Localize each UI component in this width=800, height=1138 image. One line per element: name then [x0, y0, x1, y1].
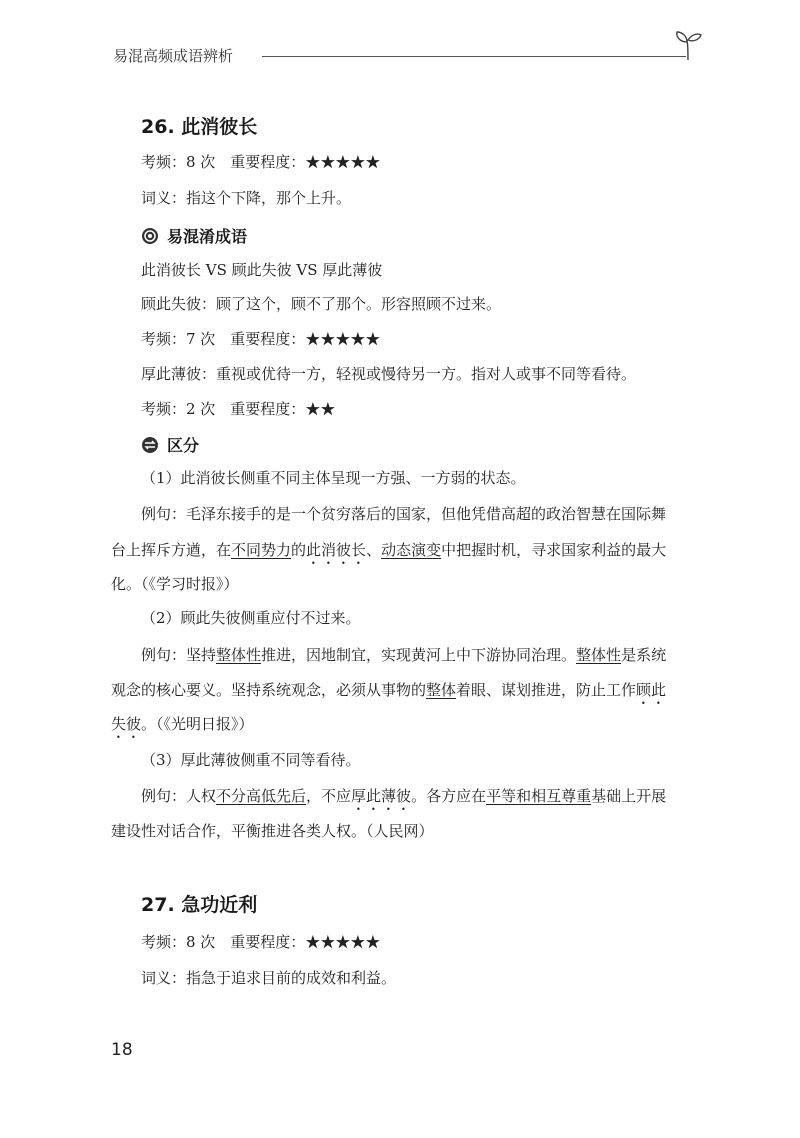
example-2-line-2 [111, 680, 679, 708]
target-icon [141, 227, 159, 245]
distinction-point-2: （2）顾此失彼侧重应付不过来。 [141, 609, 361, 627]
underlined-phrase: 不分高低先后 [216, 787, 307, 805]
example-text: 是系统 [621, 646, 667, 664]
idiom-usage: 厚此薄彼 [351, 787, 412, 805]
example-3-line-1 [141, 786, 709, 814]
example-text: 观念的核心要义。坚持系统观念，必须从事物的 [111, 681, 427, 699]
example-1-line-3: 化。（《学习时报》） [111, 575, 239, 593]
compare-line: 此消彼长 VS 顾此失彼 VS 厚此薄彼 [141, 261, 383, 279]
frequency-line: 考频：8 次 重要程度：★★★★★ [141, 933, 381, 951]
example-text: 基础上开展 [591, 787, 667, 805]
example-text: 。各方应在 [411, 787, 487, 805]
page-number: 18 [111, 1040, 133, 1060]
entry-title: 26. 此消彼长 [141, 116, 258, 138]
example-3-line-2: 建设性对话合作，平衡推进各类人权。（人民网） [111, 822, 434, 840]
meaning-line: 词义：指这个下降，那个上升。 [141, 189, 352, 207]
houcibobi-frequency: 考频：2 次 重要程度：★★ [141, 400, 336, 418]
idiom-usage: 失彼 [111, 715, 142, 733]
distinction-point-1: （1）此消彼长侧重不同主体呈现一方强、一方弱的状态。 [141, 469, 526, 487]
example-2-line-1 [141, 645, 709, 665]
example-text: 推进，因地制宜，实现黄河上中下游协同治理。 [261, 646, 577, 664]
idiom-usage: 顾此 [636, 681, 667, 699]
example-1-line-2 [111, 540, 679, 568]
example-text: ，不应 [306, 787, 352, 805]
confusable-heading [141, 224, 247, 247]
example-text: 着眼、谋划推进，防止工作 [456, 681, 637, 699]
example-text: 中把握时机，寻求国家利益的最大 [441, 541, 667, 559]
example-text: 、 [366, 541, 382, 559]
example-text: 的 [291, 541, 307, 559]
compare-icon [141, 436, 159, 454]
gucishibi-definition: 顾此失彼：顾了这个，顾不了那个。形容照顾不过来。 [141, 295, 502, 313]
underlined-phrase: 整体性 [216, 646, 262, 664]
example-text: 例句：人权 [141, 787, 217, 805]
example-text: 。（《光明日报》） [141, 715, 254, 733]
underlined-phrase: 平等和相互尊重 [486, 787, 592, 805]
header-rule [262, 56, 686, 57]
houcibobi-definition: 厚此薄彼：重视或优待一方，轻视或慢待另一方。指对人或事不同等看待。 [141, 365, 637, 383]
example-2-line-3 [111, 714, 679, 742]
example-text: 例句：坚持 [141, 646, 217, 664]
entry-title: 27. 急功近利 [141, 894, 258, 916]
sprout-icon [670, 26, 706, 62]
difference-heading [141, 433, 199, 456]
underlined-phrase: 不同势力 [231, 541, 292, 559]
underlined-phrase: 整体性 [576, 646, 622, 664]
underlined-phrase: 动态演变 [381, 541, 442, 559]
frequency-line: 考频：8 次 重要程度：★★★★★ [141, 153, 381, 171]
confusable-heading-label: 易混淆成语 [167, 227, 248, 246]
underlined-phrase: 整体 [426, 681, 457, 699]
meaning-line: 词义：指急于追求目前的成效和利益。 [141, 969, 397, 987]
example-text: 台上挥斥方遒，在 [111, 541, 232, 559]
difference-heading-label: 区分 [167, 436, 200, 455]
gucishibi-frequency: 考频：7 次 重要程度：★★★★★ [141, 330, 381, 348]
running-header-title: 易混高频成语辨析 [113, 47, 234, 65]
idiom-usage: 此消彼长 [306, 541, 367, 559]
distinction-point-3: （3）厚此薄彼侧重不同等看待。 [141, 751, 361, 769]
example-1-line-1: 例句：毛泽东接手的是一个贫穷落后的国家，但他凭借高超的政治智慧在国际舞 [141, 505, 667, 523]
